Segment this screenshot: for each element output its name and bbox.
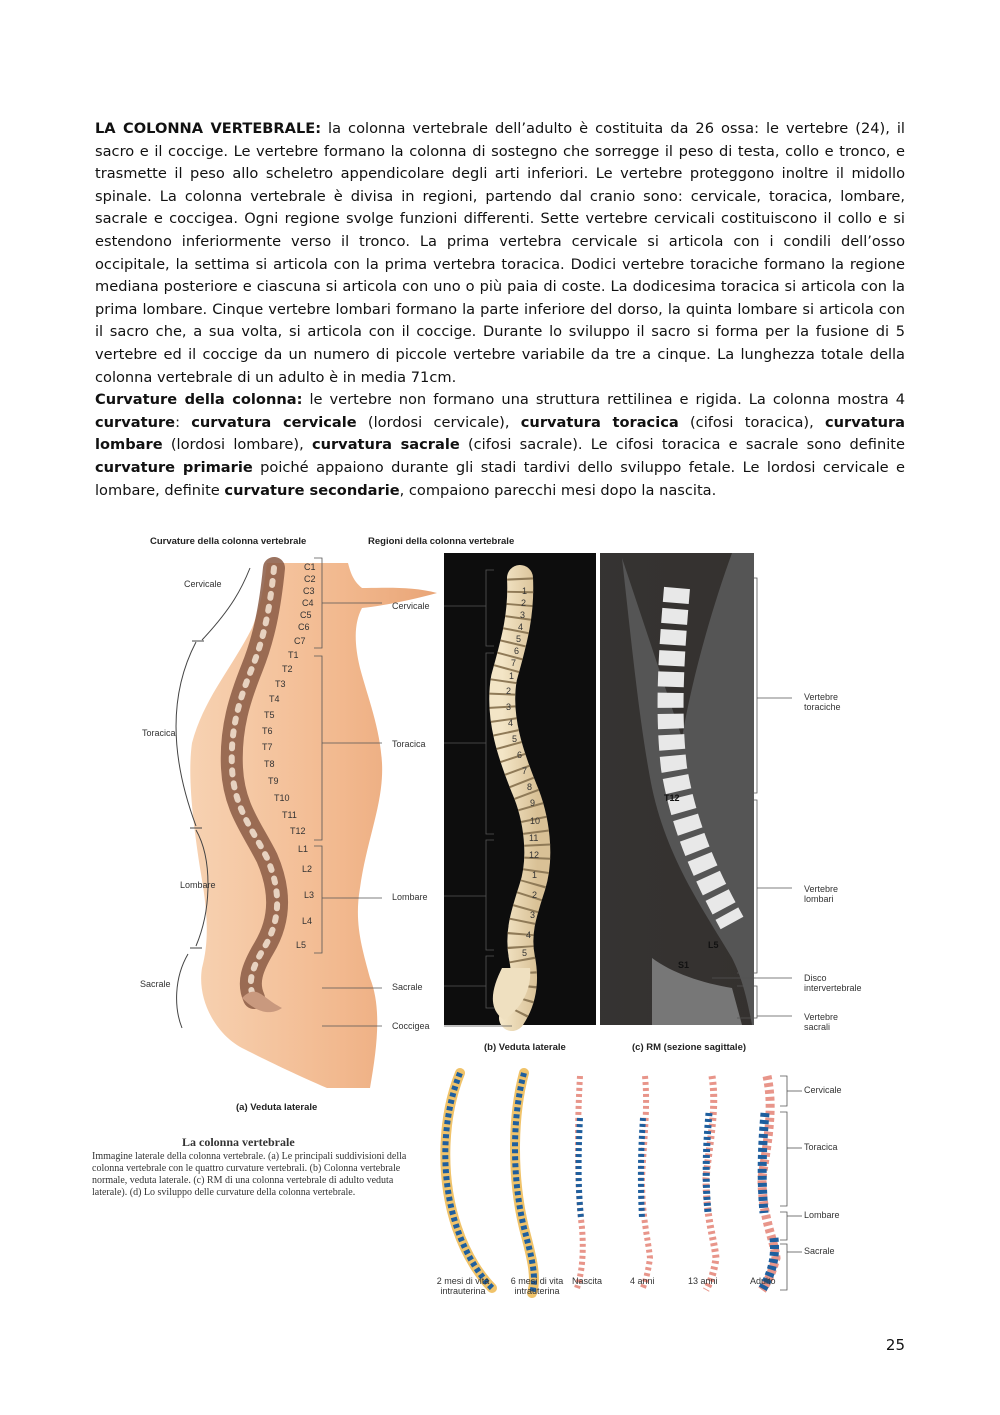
label-sacrale-b: Sacrale xyxy=(392,982,423,992)
dev-label-6m: 6 mesi di vita intrauterina xyxy=(510,1276,564,1296)
label-toracica-a: Toracica xyxy=(142,728,176,738)
label-coccigea-b: Coccigea xyxy=(392,1021,430,1031)
caption-b: (b) Veduta laterale xyxy=(484,1042,566,1053)
torso-silhouette xyxy=(190,563,437,1088)
paragraph-curvature: Curvature della colonna: le vertebre non formano una struttura rettilinea e rigida. La colonna mostra 4 curvature: curvatura cervicale (lordosi cervicale), curvatura toracica (cifosi toracica), curvatura lombare (lordosi lombare), curvatura sacrale (cifosi sacrale). Le cifosi toracica e sacrale sono definite curvature primarie poiché appaiono durante gli stadi tardivi dello sviluppo fetale. Le lordosi cervicale e lombare, definite curvature secondarie, compaiono parecchi mesi dopo la nascita. xyxy=(95,391,906,499)
label-cervicale-b: Cervicale xyxy=(392,601,430,611)
dev-region-lombare: Lombare xyxy=(804,1210,840,1220)
spine-figure: Curvature della colonna vertebrale Regioni della colonna vertebrale Cervicale Toracica Lombare Sacrale C1 C2 C3 C4 C5 C6 C7 T1 T2 T3 T4 T5 T6 T7 T8 T9 T10 T11 T12 L1 L2 L3 L4 L5 Cervicale Toracica Lombare Sacrale Coccigea 1 2 3 4 5 6 7 1 2 3 4 5 6 7 8 9 10 11 12 1 2 3 4 5 T12 L5 S1 Vertebre toraciche Vertebre lombari Disco intervertebrale Vertebre sacrali (a) Veduta laterale (b) Veduta laterale (c) RM (sezione sagittale) 2 mesi di vita intrauterina 6 mesi di vita intrauterina Nascita 4 anni 13 anni Adulto Cervicale Toracica Lombare Sacrale xyxy=(92,528,912,1308)
panel-b-title: Regioni della colonna vertebrale xyxy=(368,536,515,547)
development-spines xyxy=(445,1073,776,1293)
label-vertebre-toraciche: Vertebre toraciche xyxy=(804,692,841,712)
dev-label-2m: 2 mesi di vita intrauterina xyxy=(436,1276,490,1296)
dev-label-4anni: 4 anni xyxy=(630,1276,655,1286)
mri-mark-l5: L5 xyxy=(708,940,719,950)
label-lombare-b: Lombare xyxy=(392,892,428,902)
dev-region-sacrale: Sacrale xyxy=(804,1246,835,1256)
page-number: 25 xyxy=(885,1336,905,1354)
heading-colonna: LA COLONNA VERTEBRALE: xyxy=(95,120,322,137)
main-text xyxy=(95,118,905,502)
label-disco-intervertebrale: Disco intervertebrale xyxy=(804,973,862,993)
plate-caption-text: Immagine laterale della colonna vertebrale. (a) Le principali suddivisioni della colonna vertebrale con le quattro curvature vertebrali. (b) Colonna vertebrale normale, veduta laterale. (c) RM di una colonna vertebrale di adulto veduta laterale). (d) Lo sviluppo delle curvature della colonna vertebrale. xyxy=(92,1151,407,1198)
label-cervicale-a: Cervicale xyxy=(184,579,222,589)
label-toracica-b: Toracica xyxy=(392,739,426,749)
dev-label-nascita: Nascita xyxy=(572,1276,603,1286)
plate-caption xyxy=(92,1136,427,1199)
paragraph-colonna: LA COLONNA VERTEBRALE: la colonna vertebrale dell’adulto è costituita da 26 ossa: le vertebre (24), il sacro e il coccige. Le vertebre formano la colonna di sostegno che sorregge il peso di testa, collo e tronco, e trasmette il peso allo scheletro appendicolare degli arti inferiori. Le vertebre proteggono inoltre il midollo spinale. La colonna vertebrale è divisa in regioni, partendo dal cranio sono: cervicale, toracica, lombare, sacrale e coccigea. Ogni regione svolge funzioni differenti. Sette vertebre cervicali costituiscono il collo e si estendono inferiormente verso il tronco. La prima vertebra cervicale si articola con i condili dell’osso occipitale, la settima si articola con la prima vertebra toracica. Dodici vertebre toraciche formano la regione mediana posteriore e ciascuna si articola con uno o più paia di coste. La dodicesima toracica si articola con la prima lombare. Cinque vertebre lombari formano la parte inferiore del dorso, la quinta lombare si articola con il sacro che, a sua volta, si articola con il coccige. Durante lo sviluppo il sacro si forma per la fusione di 5 vertebre ed il coccige da un numero di piccole vertebre variabile da tre a cinque. La lunghezza totale della colonna vertebrale di un adulto è in media 71cm. xyxy=(95,120,905,386)
dev-label-13anni: 13 anni xyxy=(688,1276,718,1286)
caption-a: (a) Veduta laterale xyxy=(236,1102,318,1113)
mri-mark-s1: S1 xyxy=(678,960,690,970)
plate-title: La colonna vertebrale xyxy=(182,1135,295,1149)
dev-region-toracica: Toracica xyxy=(804,1142,838,1152)
label-lombare-a: Lombare xyxy=(180,880,216,890)
mri-mark-t12: T12 xyxy=(664,793,680,803)
label-sacrale-a: Sacrale xyxy=(140,979,171,989)
dev-region-cervicale: Cervicale xyxy=(804,1085,842,1095)
panel-a-title: Curvature della colonna vertebrale xyxy=(150,536,307,547)
heading-curvature: Curvature della colonna: xyxy=(95,391,303,409)
label-vertebre-sacrali: Vertebre sacrali xyxy=(804,1012,839,1032)
caption-c: (c) RM (sezione sagittale) xyxy=(632,1042,747,1053)
dev-label-adulto: Adulto xyxy=(750,1276,776,1286)
label-vertebre-lombari: Vertebre lombari xyxy=(804,884,839,904)
